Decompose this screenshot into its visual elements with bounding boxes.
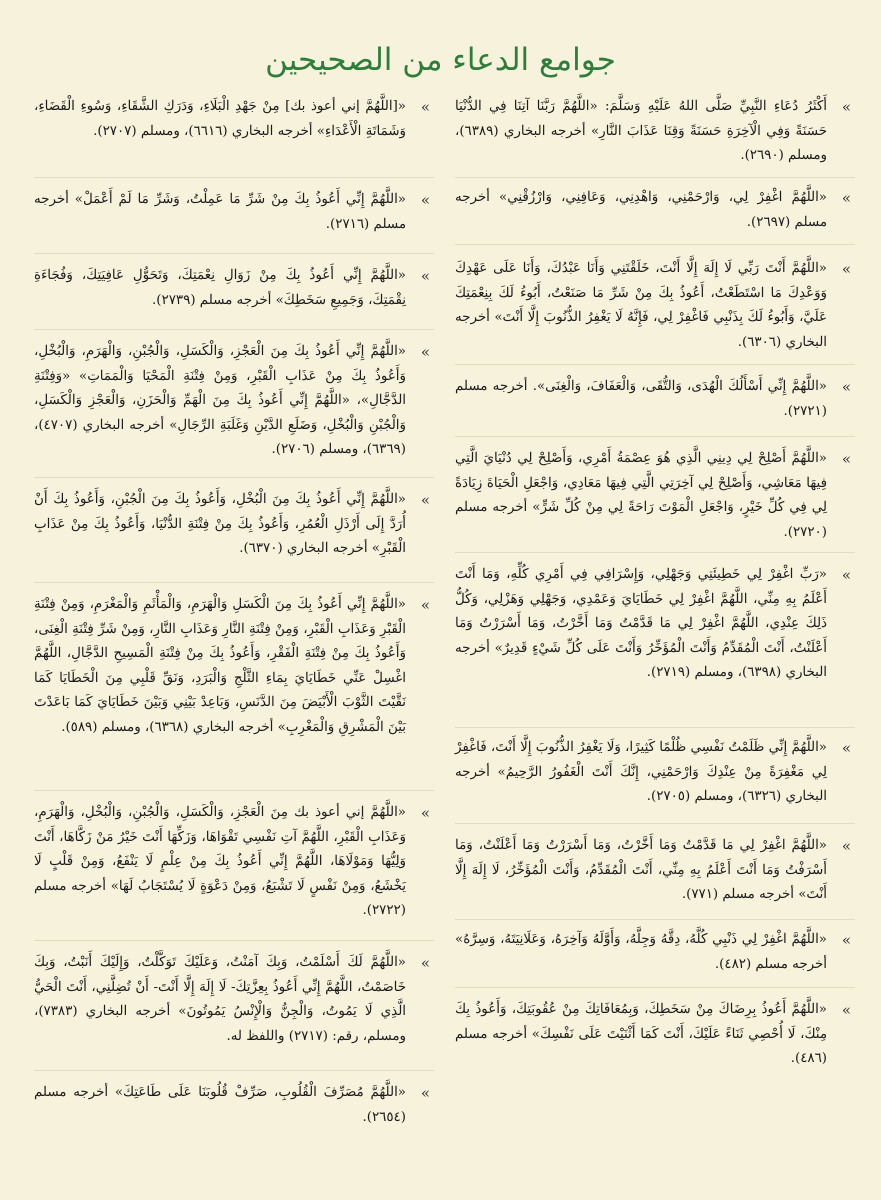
list-item	[455, 365, 855, 437]
item-text: «اللَّهُمَّ لَكَ أَسْلَمْتُ، وَبِكَ آمَنْتُ، وَعَلَيْكَ تَوَكَّلْتُ، وَإِلَيْكَ أَنَبْتُ، وَبِكَ خَاصَمْتُ، اللَّهُمَّ إِنِّي أَعُوذُ بِعِزَّتِكَ- لَا إِلَهَ إِلَّا أَنْتَ- أَنْ تُضِلَّنِي، أَنْتَ الْحَيُّ الَّذِي لَا يَمُوتُ، وَالْجِنُّ وَالْإِنْسُ يَمُوتُونَ» أخرجه البخاري (٧٣٨٣)، ومسلم، رقم: (٢٧١٧) واللفظ له.	[34, 955, 406, 1044]
item-text: «اللَّهُمَّ اغْفِرْ لِي، وَارْحَمْنِي، وَاهْدِنِي، وَعَافِنِي، وَارْزُقْنِي» أخرجه مسلم (٢٦٩٧).	[455, 190, 827, 230]
bullet-icon: »	[420, 596, 430, 614]
page-title: جوامع الدعاء من الصحيحين	[265, 42, 616, 78]
item-text: «اللَّهُمَّ أَعُوذُ بِرِضَاكَ مِنْ سَخَطِكَ، وَبِمُعَافَاتِكَ مِنْ عُقُوبَتِكَ، وَأَعُوذُ بِكَ مِنْكَ، لَا أُحْصِي ثَنَاءً عَلَيْكَ، أَنْتَ كَمَا أَثْنَيْتَ عَلَى نَفْسِكَ» أخرجه مسلم (٤٨٦).	[455, 1002, 827, 1066]
item-text: «اللَّهُمَّ إِنِّي أَعُوذُ بِكَ مِنْ شَرِّ مَا عَمِلْتُ، وَشَرِّ مَا لَمْ أَعْمَلْ» أخرجه مسلم (٢٧١٦).	[34, 192, 406, 232]
list-item	[34, 583, 434, 791]
left-column	[34, 95, 434, 1143]
item-text: «رَبِّ اغْفِرْ لِي خَطِيئَتِي وَجَهْلِي، وَإِسْرَافِي فِي أَمْرِي كُلِّهِ، وَمَا أَنْتَ أَعْلَمُ بِهِ مِنِّي، اللَّهُمَّ اغْفِرْ لِي خَطَايَايَ وَعَمْدِي، وَجَهْلِي وَهَزْلِي، وَكُلُّ ذَلِكَ عِنْدِي، اللَّهُمَّ اغْفِرْ لِي مَا قَدَّمْتُ وَمَا أَخَّرْتُ، وَمَا أَسْرَرْتُ وَمَا أَعْلَنْتُ، أَنْتَ الْمُقَدِّمُ وَأَنْتَ الْمُؤَخِّرُ وَأَنْتَ عَلَى كُلِّ شَيْءٍ قَدِيرٌ» أخرجه البخاري (٦٣٩٨)، ومسلم (٢٧١٩).	[455, 567, 827, 680]
list-item	[34, 178, 434, 254]
item-text: «اللَّهُمَّ إِنِّي أَعُوذُ بِكَ مِنْ زَوَالِ نِعْمَتِكَ، وَتَحَوُّلِ عَافِيَتِكَ، وَفُجَاءَةِ نِقْمَتِكَ، وَجَمِيعِ سَخَطِكَ» أخرجه مسلم (٢٧٣٩).	[34, 268, 406, 308]
bullet-icon: »	[841, 739, 851, 757]
item-text: «اللَّهُمَّ أَصْلِحْ لِي دِينِي الَّذِي هُوَ عِصْمَةُ أَمْرِي، وَأَصْلِحْ لِي دُنْيَايَ الَّتِي فِيهَا مَعَاشِي، وَأَصْلِحْ لِي آخِرَتِي الَّتِي فِيهَا مَعَادِي، وَاجْعَلِ الْحَيَاةَ زِيَادَةً لِي فِي كُلِّ خَيْرٍ، وَاجْعَلِ الْمَوْتَ رَاحَةً لِي مِنْ كُلِّ شَرٍّ» أخرجه مسلم (٢٧٢٠).	[455, 451, 827, 540]
right-column	[455, 95, 855, 1084]
bullet-icon: »	[841, 450, 851, 468]
bullet-icon: »	[420, 1084, 430, 1102]
item-text: «اللَّهُمَّ إِنِّي ظَلَمْتُ نَفْسِي ظُلْمًا كَثِيرًا، وَلَا يَغْفِرُ الذُّنُوبَ إِلَّا أَنْتَ، فَاغْفِرْ لِي مَغْفِرَةً مِنْ عِنْدِكَ وَارْحَمْنِي، إِنَّكَ أَنْتَ الْغَفُورُ الرَّحِيمُ» أخرجه البخاري (٦٣٢٦)، ومسلم (٢٧٠٥).	[455, 740, 827, 804]
bullet-icon: »	[841, 566, 851, 584]
bullet-icon: »	[841, 837, 851, 855]
list-item	[455, 178, 855, 245]
bullet-icon: »	[841, 1001, 851, 1019]
list-item	[455, 824, 855, 920]
bullet-icon: »	[841, 189, 851, 207]
item-text: «اللَّهُمَّ إِنِّي أَسْأَلُكَ الْهُدَى، وَالتُّقَى، وَالْعَفَافَ، وَالْغِنَى». أخرجه مسلم (٢٧٢١).	[455, 379, 827, 419]
bullet-icon: »	[420, 954, 430, 972]
list-item	[455, 988, 855, 1084]
list-item	[34, 1071, 434, 1143]
list-item	[455, 95, 855, 178]
item-text: «اللَّهُمَّ اغْفِرْ لِي ذَنْبِي كُلَّهُ، دِقَّهُ وَجِلَّهُ، وَأَوَّلَهُ وَآخِرَهُ، وَعَلَانِيَتَهُ، وَسِرَّهُ» أخرجه مسلم (٤٨٢).	[455, 932, 827, 972]
bullet-icon: »	[420, 191, 430, 209]
list-item	[34, 478, 434, 583]
list-item	[34, 791, 434, 941]
bullet-icon: »	[841, 931, 851, 949]
item-text: «اللَّهُمَّ اغْفِرْ لِي مَا قَدَّمْتُ وَمَا أَخَّرْتُ، وَمَا أَسْرَرْتُ وَمَا أَعْلَنْتُ، وَمَا أَسْرَفْتُ وَمَا أَنْتَ أَعْلَمُ بِهِ مِنِّي، أَنْتَ الْمُقَدِّمُ، وَأَنْتَ الْمُؤَخِّرُ، لَا إِلَهَ إِلَّا أَنْتَ» أخرجه مسلم (٧٧١).	[455, 838, 827, 902]
bullet-icon: »	[420, 804, 430, 822]
list-item	[455, 245, 855, 365]
list-item	[34, 330, 434, 478]
list-item	[34, 95, 434, 178]
bullet-icon: »	[420, 343, 430, 361]
item-text: «اللَّهُمَّ إِنِّي أَعُوذُ بِكَ مِنَ الْكَسَلِ وَالْهَرَمِ، وَالْمَأْثَمِ وَالْمَغْرَمِ، وَمِنْ فِتْنَةِ الْقَبْرِ وَعَذَابِ الْقَبْرِ، وَمِنْ فِتْنَةِ النَّارِ وَعَذَابِ النَّارِ، وَمِنْ شَرِّ فِتْنَةِ الْغِنَى، وَأَعُوذُ بِكَ مِنْ فِتْنَةِ الْفَقْرِ، وَأَعُوذُ بِكَ مِنْ فِتْنَةِ الْمَسِيحِ الدَّجَّالِ، اللَّهُمَّ اغْسِلْ عَنِّي خَطَايَايَ بِمَاءِ الثَّلْجِ وَالْبَرَدِ، وَنَقِّ قَلْبِي مِنَ الْخَطَايَا كَمَا نَقَّيْتَ الثَّوْبَ الْأَبْيَضَ مِنَ الدَّنَسِ، وَبَاعِدْ بَيْنِي وَبَيْنَ خَطَايَايَ كَمَا بَاعَدْتَ بَيْنَ الْمَشْرِقِ وَالْمَغْرِبِ» أخرجه البخاري (٦٣٦٨)، ومسلم (٥٨٩).	[34, 597, 406, 735]
bullet-icon: »	[841, 260, 851, 278]
item-text: «اللَّهُمَّ مُصَرِّفَ الْقُلُوبِ، صَرِّفْ قُلُوبَنَا عَلَى طَاعَتِكَ» أخرجه مسلم (٢٦٥٤).	[34, 1085, 406, 1125]
bullet-icon: »	[420, 98, 430, 116]
item-text: «اللَّهُمَّ إني أعوذ بك مِنَ الْعَجْزِ، وَالْكَسَلِ، وَالْجُبْنِ، وَالْبُخْلِ، وَالْهَرَمِ، وَعَذَابِ الْقَبْرِ، اللَّهُمَّ آتِ نَفْسِي تَقْوَاهَا، وَزَكِّهَا أَنْتَ خَيْرُ مَنْ زَكَّاهَا، أَنْتَ وَلِيُّهَا وَمَوْلَاهَا، اللَّهُمَّ إِنِّي أَعُوذُ بِكَ مِنْ عِلْمٍ لَا يَنْفَعُ، وَمِنْ قَلْبٍ لَا يَخْشَعُ، وَمِنْ نَفْسٍ لَا تَشْبَعُ، وَمِنْ دَعْوَةٍ لَا يُسْتَجَابُ لَهَا» أخرجه مسلم (٢٧٢٢).	[34, 805, 406, 918]
list-item	[34, 941, 434, 1071]
item-text: «اللَّهُمَّ أَنْتَ رَبِّي لَا إِلَهَ إِلَّا أَنْتَ، خَلَقْتَنِي وَأَنَا عَبْدُكَ، وَأَنَا عَلَى عَهْدِكَ وَوَعْدِكَ مَا اسْتَطَعْتُ، أَعُوذُ بِكَ مِنْ شَرِّ مَا صَنَعْتُ، أَبُوءُ لَكَ بِنِعْمَتِكَ عَلَيَّ، وَأَبُوءُ لَكَ بِذَنْبِي فَاغْفِرْ لِي، فَإِنَّهُ لَا يَغْفِرُ الذُّنُوبَ إِلَّا أَنْتَ» أخرجه البخاري (٦٣٠٦).	[455, 261, 827, 350]
list-item	[455, 553, 855, 728]
bullet-icon: »	[841, 378, 851, 396]
item-text: «اللَّهُمَّ إِنِّي أَعُوذُ بِكَ مِنَ الْبُخْلِ، وَأَعُوذُ بِكَ مِنَ الْجُبْنِ، وَأَعُوذُ بِكَ أَنْ أُرَدَّ إِلَى أَرْذَلِ الْعُمُرِ، وَأَعُوذُ بِكَ مِنْ فِتْنَةِ الدُّنْيَا، وَأَعُوذُ بِكَ مِنْ عَذَابِ الْقَبْرِ» أخرجه البخاري (٦٣٧٠).	[34, 492, 406, 556]
list-item	[34, 254, 434, 330]
bullet-icon: »	[420, 491, 430, 509]
list-item	[455, 728, 855, 824]
bullet-icon: »	[420, 267, 430, 285]
bullet-icon: »	[841, 98, 851, 116]
item-text: «[اللَّهُمَّ إني أعوذ بك] مِنْ جَهْدِ الْبَلَاءِ، وَدَرَكِ الشَّقَاءِ، وَسُوءِ الْقَضَاءِ، وَشَمَاتَةِ الْأَعْدَاءِ» أخرجه البخاري (٦٦١٦)، ومسلم (٢٧٠٧).	[34, 99, 406, 139]
item-text: «اللَّهُمَّ إِنِّي أَعُوذُ بِكَ مِنَ الْعَجْزِ، وَالْكَسَلِ، وَالْجُبْنِ، وَالْهَرَمِ، وَالْبُخْلِ، وَأَعُوذُ بِكَ مِنْ عَذَابِ الْقَبْرِ، وَمِنْ فِتْنَةِ الْمَحْيَا وَالْمَمَاتِ» «وَفِتْنَةِ الدَّجَّالِ»، «اللَّهُمَّ إِنِّي أَعُوذُ بِكَ مِنَ الْهَمِّ وَالْحَزَنِ، وَالْعَجْزِ وَالْكَسَلِ، وَالْجُبْنِ وَالْبُخْلِ، وَضَلَعِ الدَّيْنِ وَغَلَبَةِ الرِّجَالِ» أخرجه البخاري (٤٧٠٧)، (٦٣٦٩)، ومسلم (٢٧٠٦).	[34, 344, 406, 457]
list-item	[455, 920, 855, 988]
list-item	[455, 437, 855, 553]
item-text: أَكْثَرُ دُعَاءِ النَّبِيِّ صَلَّى اللهُ عَلَيْهِ وَسَلَّمَ: «اللَّهُمَّ رَبَّنَا آتِنَا فِي الدُّنْيَا حَسَنَةً وَفِي الْآخِرَةِ حَسَنَةً وَقِنَا عَذَابَ النَّارِ» أخرجه البخاري (٦٣٨٩)، ومسلم (٢٦٩٠).	[455, 99, 827, 163]
